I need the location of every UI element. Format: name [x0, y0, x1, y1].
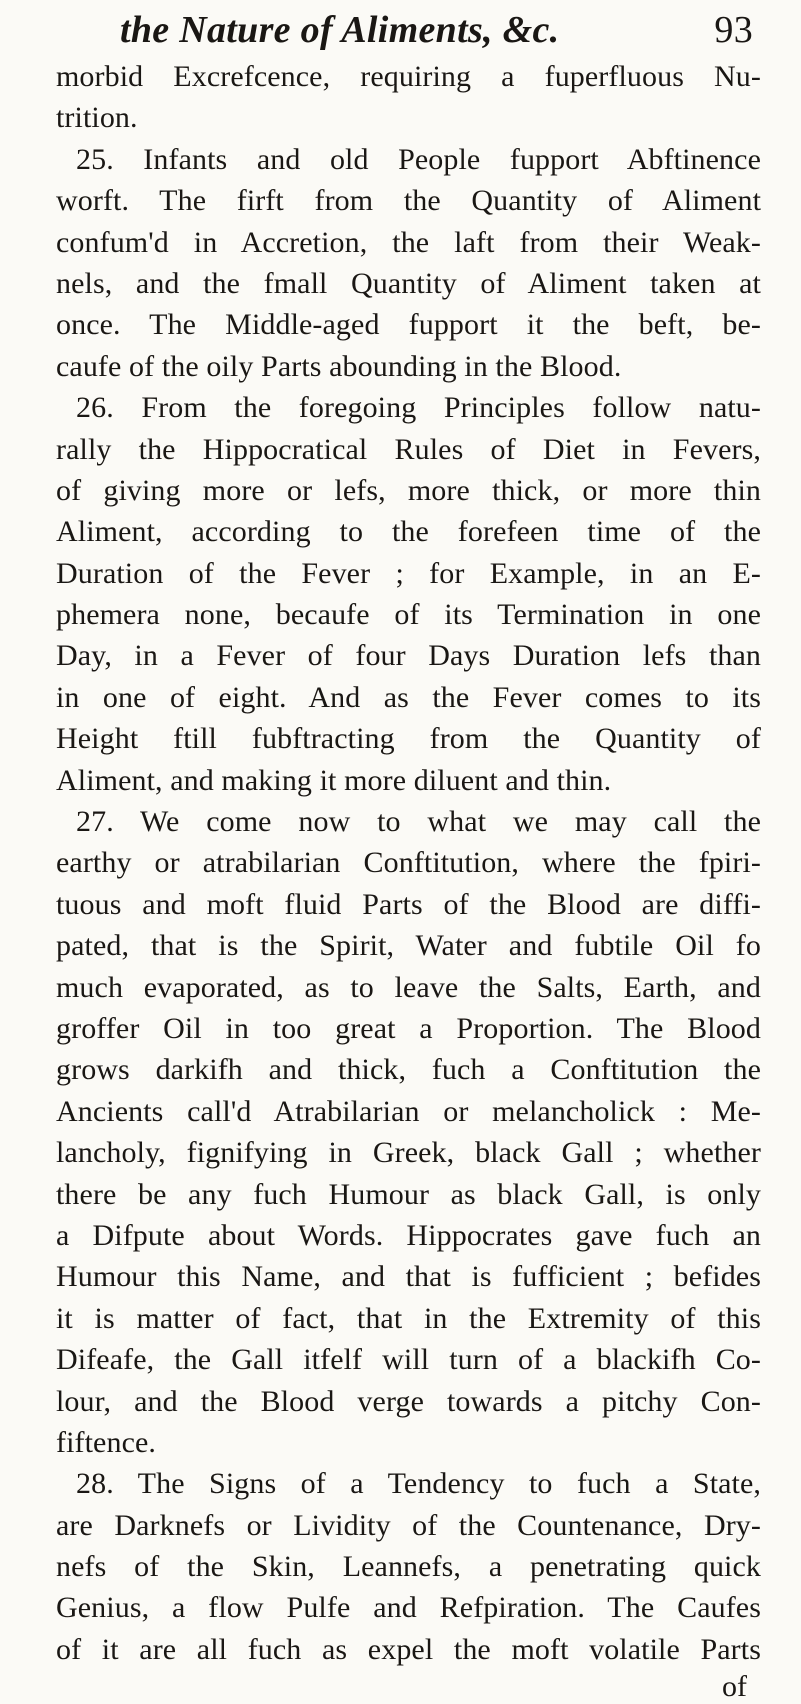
text-line: phemera none, becaufe of its Termination in one — [56, 598, 761, 632]
text-line: 25. Infants and old People fupport Abftinence — [76, 142, 761, 176]
text-line: groffer Oil in too great a Proportion. The Blood — [56, 1011, 761, 1045]
text-line: are Darknefs or Lividity of the Countenance, Dry- — [56, 1508, 761, 1542]
running-head — [56, 6, 761, 54]
text-line: once. The Middle-aged fupport it the beft, be- — [56, 308, 761, 342]
text-line: morbid Excrefcence, requiring a fuperfluous Nu- — [56, 60, 761, 93]
text-line: lour, and the Blood verge towards a pitchy Con- — [56, 1384, 761, 1418]
text-line: lancholy, fignifying in Greek, black Gall ; whether — [56, 1136, 761, 1170]
text-line: worft. The firft from the Quantity of Aliment — [56, 184, 761, 218]
text-line: in one of eight. And as the Fever comes to its — [56, 680, 761, 714]
text-line: Aliment, and making it more diluent and thin. — [56, 763, 612, 797]
text-line: 27. We come now to what we may call the — [76, 805, 761, 839]
text-line: confum'd in Accretion, the laft from their Weak- — [56, 225, 761, 259]
text-line: grows darkifh and thick, fuch a Conftitution the — [56, 1053, 761, 1087]
text-line: there be any fuch Humour as black Gall, is only — [56, 1177, 761, 1211]
text-line: Aliment, according to the forefeen time of the — [56, 515, 761, 549]
text-line: 28. The Signs of a Tendency to fuch a State, — [76, 1467, 761, 1501]
text-line: Height ftill fubftracting from the Quantity of — [56, 722, 761, 756]
text-line: Genius, a flow Pulfe and Refpiration. The Caufes — [56, 1591, 761, 1625]
text-line: Duration of the Fever ; for Example, in an E- — [56, 556, 761, 590]
text-line: Ancients call'd Atrabilarian or melancholick : Me- — [56, 1094, 761, 1128]
text-line: much evaporated, as to leave the Salts, Earth, and — [56, 970, 761, 1004]
text-line: nefs of the Skin, Leannefs, a penetrating quick — [56, 1550, 761, 1584]
text-line: of it are all fuch as expel the moft volatile Parts — [56, 1632, 761, 1666]
text-line: Difeafe, the Gall itfelf will turn of a blackifh Co- — [56, 1343, 761, 1377]
text-line: fiftence. — [56, 1425, 156, 1459]
body-text — [56, 56, 761, 1670]
text-line: caufe of the oily Parts abounding in the Blood. — [56, 349, 622, 383]
text-line: 26. From the foregoing Principles follow natu- — [76, 391, 761, 425]
text-line: a Difpute about Words. Hippocrates gave fuch an — [56, 1218, 761, 1252]
text-line: pated, that is the Spirit, Water and fubtile Oil fo — [56, 929, 761, 963]
text-line: of giving more or lefs, more thick, or more thin — [56, 473, 761, 507]
page-number: 93 — [714, 9, 753, 51]
text-line: it is matter of fact, that in the Extremity of this — [56, 1301, 761, 1335]
text-line: Humour this Name, and that is fufficient ; befides — [56, 1260, 761, 1294]
text-line: trition. — [56, 101, 138, 135]
text-line: Day, in a Fever of four Days Duration lefs than — [56, 639, 761, 673]
text-line: rally the Hippocratical Rules of Diet in Fevers, — [56, 432, 761, 466]
text-line: tuous and moft fluid Parts of the Blood are diffi- — [56, 887, 761, 921]
catchword: of — [722, 1670, 747, 1704]
text-line: earthy or atrabilarian Conftitution, where the fpiri- — [56, 846, 761, 880]
text-line: nels, and the fmall Quantity of Aliment taken at — [56, 266, 761, 300]
running-title: the Nature of Aliments, &c. — [120, 9, 560, 51]
